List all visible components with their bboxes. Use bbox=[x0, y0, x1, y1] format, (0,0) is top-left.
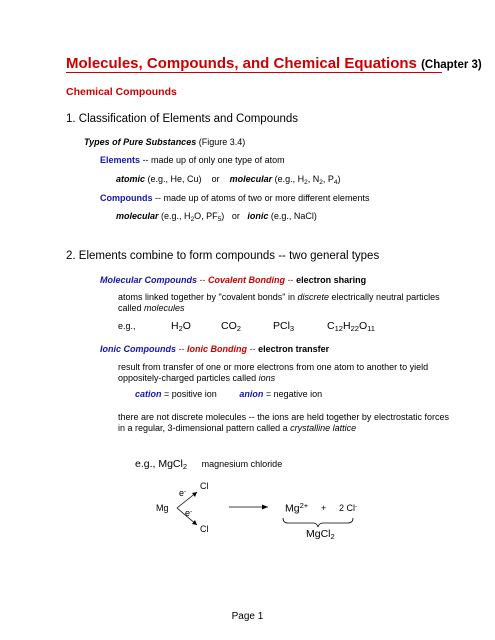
title-underline bbox=[66, 72, 442, 73]
cation-desc: = positive ion bbox=[164, 389, 217, 399]
cation-label: cation bbox=[135, 389, 162, 399]
mg-atom: Mg bbox=[156, 503, 169, 513]
ionic-label: ionic bbox=[247, 211, 269, 221]
compounds-desc: -- made up of atoms of two or more different elements bbox=[155, 193, 370, 203]
sharing-label: electron sharing bbox=[296, 275, 367, 285]
item2-heading: 2. Elements combine to form compounds -- two general types bbox=[66, 250, 380, 262]
c-molecular-eg: (e.g., $H_2O$, $PF_5$) bbox=[161, 211, 225, 223]
eg-label: e.g., bbox=[118, 321, 136, 331]
section-heading: Chemical Compounds bbox=[66, 86, 177, 98]
page-number: Page 1 bbox=[231, 611, 264, 622]
mol-compounds-label: Molecular Compounds bbox=[100, 275, 198, 285]
covalent-bonding-label: Covalent Bonding bbox=[208, 275, 286, 285]
types-line bbox=[84, 137, 245, 147]
anion-desc: = negative ion bbox=[265, 389, 323, 399]
plus-sign: + bbox=[321, 503, 327, 513]
ionic-compounds-line bbox=[100, 344, 329, 354]
transfer-label: electron transfer bbox=[258, 344, 330, 354]
formula-co2: $CO_2$ bbox=[221, 320, 241, 334]
dash: -- bbox=[178, 344, 185, 354]
product-mgcl2: MgCl$_2$ bbox=[306, 528, 335, 542]
types-ref: (Figure 3.4) bbox=[198, 137, 246, 147]
molecular-desc: atoms linked together by "covalent bonds" in discrete electrically neutral particles called molecules bbox=[118, 292, 440, 313]
molecular-eg: (e.g., $H_2$, $N_2$, $P_4$) bbox=[274, 174, 341, 186]
elements-desc: -- made up of only one type of atom bbox=[142, 155, 285, 165]
product-brace bbox=[283, 518, 353, 527]
lattice-desc: there are not discrete molecules -- the ions are held together by electrostatic forces in a regular, 3-dimensional pattern called a crystalline lattice bbox=[118, 412, 449, 433]
cl-ion: 2 Cl- bbox=[339, 503, 358, 513]
c-molecular-label: molecular bbox=[116, 211, 159, 221]
formula-pcl3: PCl$_3$ bbox=[273, 320, 295, 334]
dash: -- bbox=[287, 275, 294, 285]
formula-sucrose: $C_{12}H_{22}O_{11}$ bbox=[327, 320, 376, 334]
molecular-ionic-line bbox=[116, 211, 317, 223]
mg-ion: $Mg^{2+}$ bbox=[285, 501, 309, 515]
mgcl2-example: e.g., MgCl$_2$ magnesium chloride bbox=[135, 458, 283, 472]
page-title bbox=[66, 55, 482, 72]
electron-top: e- bbox=[179, 488, 187, 498]
compounds-line bbox=[100, 193, 369, 203]
cation-anion-line bbox=[135, 389, 322, 399]
dash: -- bbox=[249, 344, 256, 354]
atomic-eg: (e.g., He, Cu) bbox=[147, 174, 202, 184]
types-label: Types of Pure Substances bbox=[84, 137, 197, 147]
molecular-label: molecular bbox=[229, 174, 273, 184]
dash: -- bbox=[199, 275, 206, 285]
formula-h2o: $H_2O$ bbox=[171, 320, 191, 334]
electron-bottom: e- bbox=[185, 508, 193, 518]
title-main: Molecules, Compounds, and Chemical Equations bbox=[66, 55, 417, 72]
or-2: or bbox=[231, 211, 240, 221]
anion-label: anion bbox=[239, 389, 264, 399]
elements-line bbox=[100, 155, 285, 165]
arrowhead-top bbox=[192, 492, 197, 497]
ionic-compounds-label: Ionic Compounds bbox=[100, 344, 176, 354]
ionic-eg: (e.g., NaCl) bbox=[270, 211, 317, 221]
compounds-label: Compounds bbox=[100, 193, 153, 203]
item1-heading: 1. Classification of Elements and Compounds bbox=[66, 113, 299, 125]
arrowhead-bottom bbox=[192, 520, 197, 525]
atomic-label: atomic bbox=[116, 174, 146, 184]
title-chapter: (Chapter 3) bbox=[421, 59, 482, 71]
elements-label: Elements bbox=[100, 155, 141, 165]
ionic-bonding-label: Ionic Bonding bbox=[187, 344, 248, 354]
or-1: or bbox=[211, 174, 220, 184]
ionic-desc: result from transfer of one or more electrons from one atom to another to yield oppositely-charged particles called ions bbox=[118, 362, 429, 383]
atomic-molecular-line bbox=[116, 174, 341, 186]
molecular-compounds-line bbox=[100, 275, 366, 285]
reaction-arrowhead bbox=[262, 505, 268, 510]
cl-atom-bottom: Cl bbox=[200, 524, 209, 534]
cl-atom-top: Cl bbox=[200, 481, 209, 491]
